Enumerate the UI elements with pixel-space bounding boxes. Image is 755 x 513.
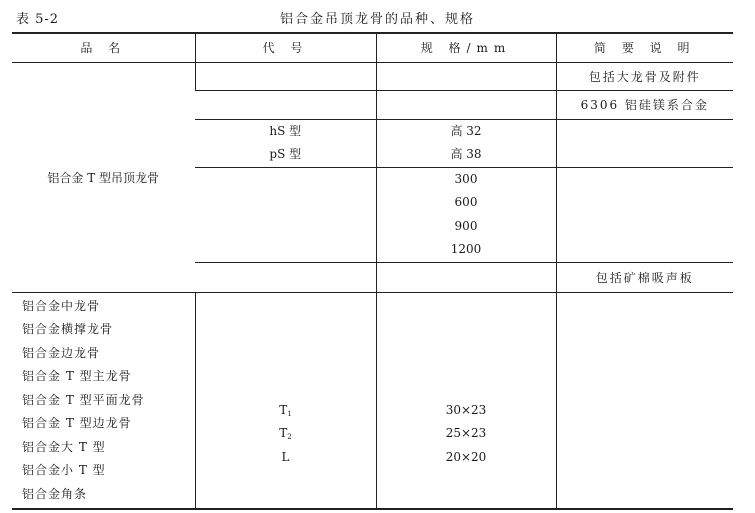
list-item: 铝合金大 T 型 [22, 439, 106, 454]
note-cell: 6306 铝硅镁系合金 [556, 90, 733, 119]
spec-table [12, 32, 733, 510]
code-value: pS 型 [269, 147, 302, 161]
list-item: 铝合金边龙骨 [22, 345, 101, 360]
spec-value: 1200 [450, 242, 482, 256]
spec-value: 900 [454, 218, 478, 233]
list-item: 铝合金角条 [22, 486, 88, 501]
spec-cell [376, 90, 556, 119]
table-number: 表 5-2 [16, 12, 60, 27]
group1-name: 铝合金 T 型吊顶龙骨 [47, 170, 160, 185]
note-cell [556, 292, 733, 509]
list-item: 铝合金 T 型主龙骨 [22, 369, 132, 383]
spec-value: 20×20 [445, 449, 487, 464]
spec-value: 高 38 [450, 147, 482, 161]
list-item: 铝合金 T 型边龙骨 [22, 416, 132, 430]
table-row [12, 62, 733, 90]
code-value: L [281, 449, 290, 464]
table-row [12, 292, 733, 509]
code-value: $T_1$ [279, 402, 292, 418]
header-code: 代 号 [195, 33, 376, 62]
spec-cell [376, 262, 556, 292]
table-caption [0, 0, 755, 30]
header-spec: 规 格/mm [376, 33, 556, 62]
code-cell [195, 119, 376, 167]
spec-value: 高 32 [450, 123, 482, 138]
spec-value: 25×23 [445, 426, 487, 440]
list-item: 铝合金 T 型平面龙骨 [22, 392, 145, 407]
spec-cell [376, 292, 556, 509]
list-item: 铝合金中龙骨 [22, 298, 101, 313]
spec-cell [376, 119, 556, 167]
list-item: 铝合金横撑龙骨 [22, 322, 114, 336]
table-title: 铝合金吊顶龙骨的品种、规格 [279, 12, 475, 27]
group1-name-cell [12, 62, 195, 292]
note-cell: 包括大龙骨及附件 [556, 62, 733, 90]
code-cell [195, 167, 376, 262]
spec-value: 600 [454, 195, 478, 209]
note-cell: 包括矿棉吸声板 [556, 262, 733, 292]
code-cell [195, 90, 376, 119]
code-cell [195, 62, 376, 90]
header-notes: 简 要 说 明 [556, 33, 733, 62]
group2-names-cell [12, 292, 195, 509]
note-cell [556, 119, 733, 167]
code-value: $T_2$ [279, 426, 292, 441]
code-value: hS 型 [269, 123, 302, 138]
spec-cell [376, 62, 556, 90]
code-cell [195, 292, 376, 509]
header-row [12, 33, 733, 62]
header-name: 品 名 [12, 33, 195, 62]
note-cell [556, 167, 733, 262]
list-item: 铝合金小 T 型 [22, 463, 106, 477]
spec-value: 300 [454, 171, 478, 186]
spec-value: 30×23 [445, 402, 487, 417]
spec-cell [376, 167, 556, 262]
code-cell [195, 262, 376, 292]
